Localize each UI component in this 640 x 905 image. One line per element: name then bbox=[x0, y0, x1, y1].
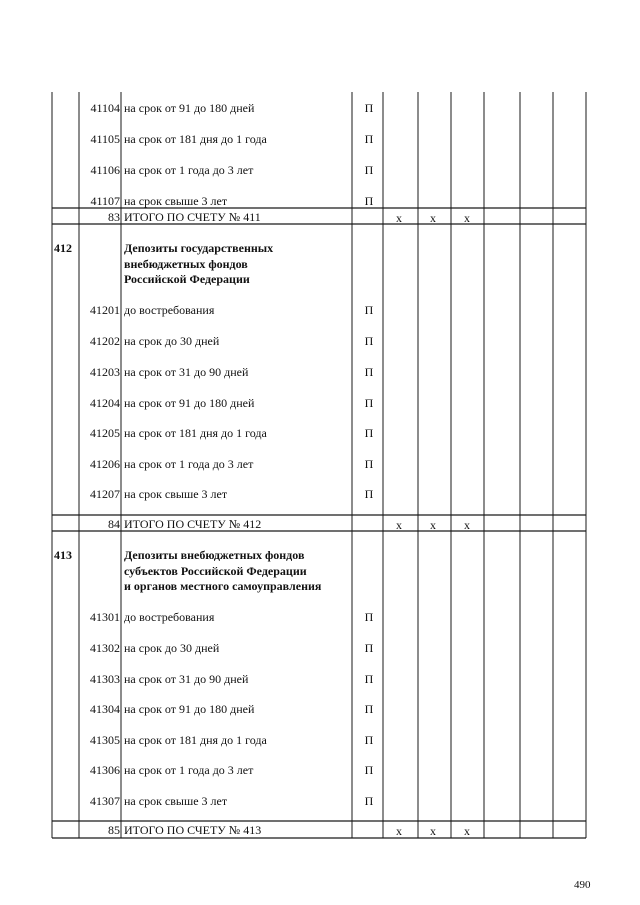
account-type: П bbox=[364, 303, 374, 317]
total-row-number: 85 bbox=[108, 823, 120, 837]
page-number: 490 bbox=[574, 879, 591, 891]
x-mark: x bbox=[430, 211, 436, 225]
account-label: на срок от 1 года до 3 лет bbox=[124, 763, 254, 777]
account-label: на срок от 91 до 180 дней bbox=[124, 101, 255, 115]
account-label: до востребования bbox=[124, 303, 215, 317]
account-number: 41107 bbox=[90, 194, 120, 208]
account-type: П bbox=[364, 672, 374, 686]
account-number: 41106 bbox=[90, 163, 120, 177]
account-type: П bbox=[364, 733, 374, 747]
account-number: 41303 bbox=[90, 672, 120, 686]
account-type: П bbox=[364, 365, 374, 379]
account-type: П bbox=[364, 101, 374, 115]
account-title: Депозиты государственных внебюджетных фондов Российской Федерации bbox=[124, 241, 274, 286]
total-row-label: ИТОГО ПО СЧЕТУ № 413 bbox=[124, 823, 262, 837]
x-mark: x bbox=[464, 211, 470, 225]
account-type: П bbox=[364, 426, 374, 440]
account-number: 41105 bbox=[90, 132, 120, 146]
account-number: 41201 bbox=[90, 303, 120, 317]
x-mark: x bbox=[464, 518, 470, 532]
account-type: П bbox=[364, 794, 374, 808]
account-type: П bbox=[364, 194, 374, 208]
account-label: на срок от 181 дня до 1 года bbox=[124, 426, 267, 440]
account-label: на срок от 181 дня до 1 года bbox=[124, 733, 267, 747]
account-number: 41104 bbox=[90, 101, 120, 115]
account-code: 412 bbox=[54, 241, 72, 255]
total-row-number: 84 bbox=[108, 517, 120, 531]
account-number: 41202 bbox=[90, 334, 120, 348]
total-row-label: ИТОГО ПО СЧЕТУ № 411 bbox=[124, 210, 261, 224]
x-mark: x bbox=[430, 824, 436, 838]
account-number: 41206 bbox=[90, 457, 120, 471]
account-code: 413 bbox=[54, 548, 72, 562]
account-type: П bbox=[364, 163, 374, 177]
x-mark: x bbox=[430, 518, 436, 532]
x-mark: x bbox=[396, 824, 402, 838]
account-label: до востребования bbox=[124, 610, 215, 624]
account-label: на срок от 181 дня до 1 года bbox=[124, 132, 267, 146]
account-title: Депозиты внебюджетных фондов субъектов Российской Федерации и органов местного самоуправления bbox=[124, 548, 322, 593]
x-mark: x bbox=[396, 211, 402, 225]
account-type: П bbox=[364, 487, 374, 501]
account-type: П bbox=[364, 763, 374, 777]
account-number: 41301 bbox=[90, 610, 120, 624]
account-label: на срок свыше 3 лет bbox=[124, 487, 228, 501]
account-number: 41205 bbox=[90, 426, 120, 440]
account-label: на срок свыше 3 лет bbox=[124, 794, 228, 808]
account-number: 41204 bbox=[90, 396, 120, 410]
account-type: П bbox=[364, 334, 374, 348]
account-label: на срок до 30 дней bbox=[124, 334, 220, 348]
account-label: на срок от 91 до 180 дней bbox=[124, 702, 255, 716]
account-type: П bbox=[364, 641, 374, 655]
x-mark: x bbox=[464, 824, 470, 838]
account-label: на срок от 1 года до 3 лет bbox=[124, 457, 254, 471]
account-type: П bbox=[364, 457, 374, 471]
account-label: на срок до 30 дней bbox=[124, 641, 220, 655]
account-label: на срок от 1 года до 3 лет bbox=[124, 163, 254, 177]
account-number: 41207 bbox=[90, 487, 120, 501]
account-number: 41307 bbox=[90, 794, 120, 808]
account-number: 41306 bbox=[90, 763, 120, 777]
account-label: на срок от 31 до 90 дней bbox=[124, 672, 249, 686]
x-mark: x bbox=[396, 518, 402, 532]
account-label: на срок свыше 3 лет bbox=[124, 194, 228, 208]
account-type: П bbox=[364, 396, 374, 410]
account-number: 41305 bbox=[90, 733, 120, 747]
account-type: П bbox=[364, 610, 374, 624]
account-number: 41203 bbox=[90, 365, 120, 379]
account-number: 41304 bbox=[90, 702, 120, 716]
account-label: на срок от 31 до 90 дней bbox=[124, 365, 249, 379]
total-row-number: 83 bbox=[108, 210, 120, 224]
total-row-label: ИТОГО ПО СЧЕТУ № 412 bbox=[124, 517, 262, 531]
account-number: 41302 bbox=[90, 641, 120, 655]
account-type: П bbox=[364, 132, 374, 146]
account-type: П bbox=[364, 702, 374, 716]
account-label: на срок от 91 до 180 дней bbox=[124, 396, 255, 410]
